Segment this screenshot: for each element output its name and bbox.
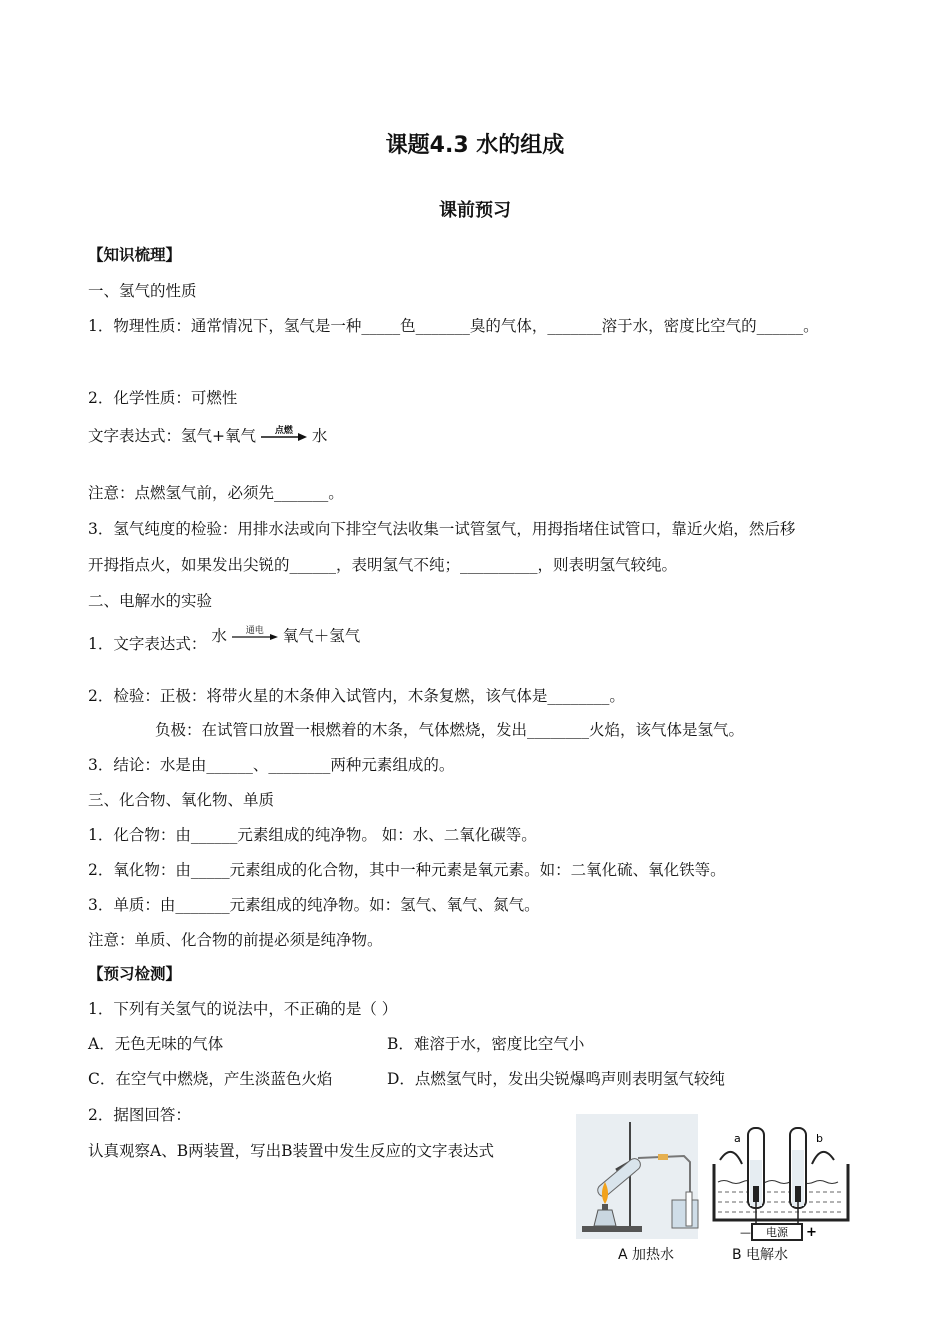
plus-sign: + (806, 1225, 817, 1240)
part3-heading: 三、化合物、氧化物、单质 (88, 791, 275, 809)
part2-item3: 3．结论：水是由______、________两种元素组成的。 (88, 756, 455, 774)
q2-text: 认真观察A、B两装置，写出B装置中发生反应的文字表达式 (88, 1142, 494, 1160)
part2-item1-reactant: 水 (211, 627, 227, 645)
q1-option-b: B．难溶于水，密度比空气小 (387, 1035, 585, 1053)
section-header-knowledge: 【知识梳理】 (88, 246, 182, 264)
part1-note: 注意：点燃氢气前，必须先_______。 (88, 484, 344, 502)
apparatus-figure (576, 1114, 856, 1264)
heating-apparatus-drawing (576, 1114, 698, 1239)
part1-item2: 2．化学性质：可燃性 (88, 389, 238, 407)
part3-item1: 1．化合物：由______元素组成的纯净物。 如：水、二氧化碳等。 (88, 826, 537, 844)
figure-caption-b: B 电解水 (732, 1247, 789, 1263)
label-b: b (816, 1132, 823, 1145)
reaction-arrow (261, 427, 307, 447)
q1-stem: 1．下列有关氢气的说法中，不正确的是（ ） (88, 1000, 398, 1018)
expr-prefix: 文字表达式：氢气+氧气 (88, 427, 256, 445)
part3-item3: 3．单质：由_______元素组成的纯净物。如：氢气、氧气、氮气。 (88, 896, 540, 914)
arrow-icon (261, 433, 307, 441)
part1-heading: 一、氢气的性质 (88, 282, 197, 300)
power-label: 电源 (766, 1226, 788, 1239)
part2-item1 (88, 626, 361, 655)
part2-item2-line2: 负极：在试管口放置一根燃着的木条，气体燃烧，发出________火焰，该气体是氢气。 (155, 721, 745, 739)
part2-item1-products: 氧气＋氢气 (282, 627, 361, 645)
part1-item1: 1．物理性质：通常情况下，氢气是一种_____色_______臭的气体，_______溶于水，密度比空气的______。 (88, 317, 819, 335)
arrow-condition: 点燃 (274, 426, 293, 436)
minus-sign: — (740, 1226, 751, 1239)
expr-product: 水 (311, 427, 328, 445)
page-title: 课题4.3 水的组成 (385, 133, 565, 158)
section-header-check: 【预习检测】 (88, 965, 182, 983)
arrow-icon (232, 633, 278, 641)
figure-caption-a: A 加热水 (618, 1247, 675, 1263)
part3-item2: 2．氧化物：由_____元素组成的化合物，其中一种元素是氧元素。如：二氧化硫、氧化铁等。 (88, 861, 726, 879)
electrolysis-condition: 通电 (245, 626, 264, 636)
electrolysis-apparatus-drawing (714, 1128, 848, 1240)
page-subtitle: 课前预习 (439, 200, 511, 221)
q1-option-d: D．点燃氢气时，发出尖锐爆鸣声则表明氢气较纯 (387, 1070, 725, 1088)
q1-option-c: C．在空气中燃烧，产生淡蓝色火焰 (88, 1070, 333, 1088)
part1-expression (88, 426, 327, 447)
part1-item3-line2: 开拇指点火，如果发出尖锐的______，表明氢气不纯；__________，则表明氢气较纯。 (88, 556, 678, 574)
q1-option-a: A．无色无味的气体 (88, 1035, 224, 1053)
label-a: a (734, 1132, 741, 1145)
part2-item1-prefix: 1．文字表达式： (88, 635, 207, 653)
part3-note: 注意：单质、化合物的前提必须是纯净物。 (88, 931, 383, 949)
q2-stem: 2．据图回答： (88, 1106, 191, 1124)
part2-item2-line1: 2．检验：正极：将带火星的木条伸入试管内，木条复燃，该气体是________。 (88, 687, 625, 705)
electrolysis-arrow (232, 627, 278, 647)
part2-heading: 二、电解水的实验 (88, 592, 213, 610)
part1-item3-line1: 3．氢气纯度的检验：用排水法或向下排空气法收集一试管氢气，用拇指堵住试管口，靠近火焰，然后移 (88, 520, 796, 538)
